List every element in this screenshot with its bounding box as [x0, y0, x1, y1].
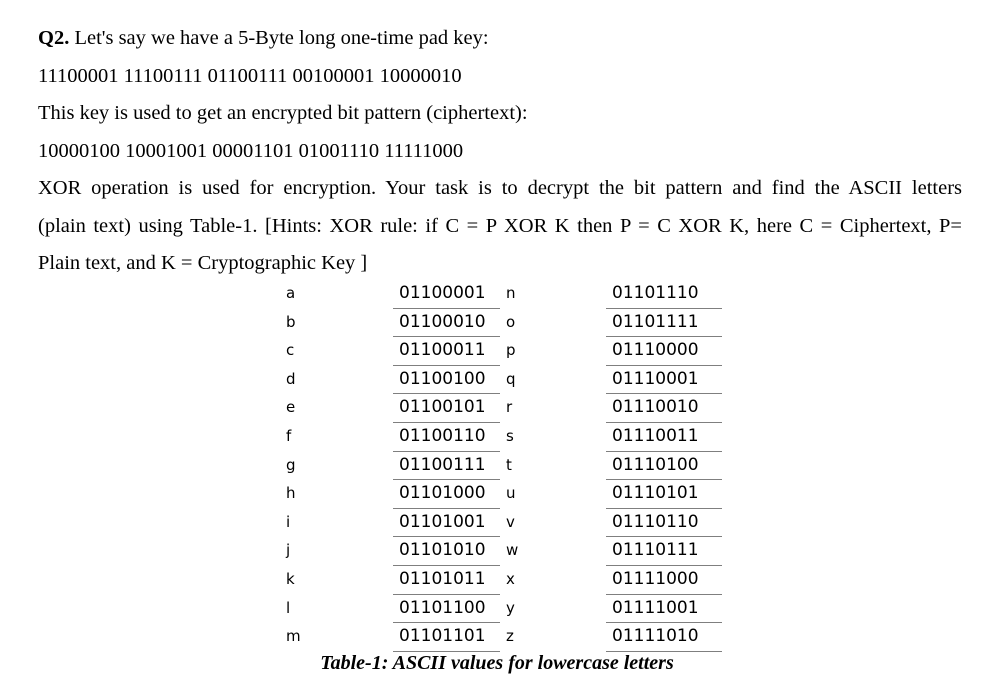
binary-cell: 01110000 [606, 337, 722, 366]
letter-cell: h [286, 484, 296, 503]
letter-cell: t [506, 455, 512, 474]
letter-cell: i [286, 512, 291, 531]
letter-cell: x [506, 569, 515, 588]
binary-cell: 01101100 [393, 594, 500, 623]
letter-cell: e [286, 398, 296, 417]
binary-cell: 01111000 [606, 565, 722, 594]
key-bits: 11100001 11100111 01100111 00100001 10000010 [38, 64, 462, 87]
letter-cell: m [286, 627, 301, 646]
binary-cell: 01111010 [606, 623, 722, 652]
letter-cell: c [286, 341, 295, 360]
table-row [274, 422, 722, 451]
binary-cell: 01101011 [393, 565, 500, 594]
cipher-bits: 10000100 10001001 00001101 01001110 11111000 [38, 139, 464, 162]
task-line-1: XOR operation is used for encryption. Your task is to decrypt the bit pattern and find the ASCII letters [38, 177, 962, 199]
question-intro: Let's say we have a 5-Byte long one-time pad key: [74, 27, 489, 49]
table-row [274, 480, 722, 509]
table-row [274, 394, 722, 423]
binary-cell: 01110110 [606, 508, 722, 537]
letter-cell: y [506, 598, 515, 617]
letter-cell: o [506, 312, 516, 331]
binary-cell: 01100111 [393, 451, 500, 480]
letter-cell: g [286, 455, 296, 474]
binary-cell: 01101000 [393, 480, 500, 509]
letter-cell: s [506, 426, 514, 445]
binary-cell: 01110011 [606, 422, 722, 451]
table-caption-text: Table-1: ASCII values for lowercase letters [320, 652, 674, 674]
binary-cell: 01100100 [393, 365, 500, 394]
letter-cell: d [286, 369, 296, 388]
binary-cell: 01100110 [393, 422, 500, 451]
binary-cell: 01101010 [393, 537, 500, 566]
question-block [38, 20, 962, 283]
table-row [274, 508, 722, 537]
table-row [274, 365, 722, 394]
binary-cell: 01111001 [606, 594, 722, 623]
table-row [274, 623, 722, 652]
table-row [274, 565, 722, 594]
binary-cell: 01110111 [606, 537, 722, 566]
table-row [274, 451, 722, 480]
letter-cell: k [286, 569, 295, 588]
letter-cell: a [286, 284, 296, 303]
binary-cell: 01101101 [393, 623, 500, 652]
binary-cell: 01100001 [393, 280, 500, 308]
table-row [274, 308, 722, 337]
letter-cell: v [506, 512, 515, 531]
binary-cell: 01110010 [606, 394, 722, 423]
task-line-3: Plain text, and K = Cryptographic Key ] [38, 252, 368, 274]
binary-cell: 01101001 [393, 508, 500, 537]
binary-cell: 01100101 [393, 394, 500, 423]
letter-cell: n [506, 284, 516, 303]
letter-cell: f [286, 426, 292, 445]
table-row [274, 537, 722, 566]
letter-cell: j [286, 541, 291, 560]
ascii-table-body [274, 280, 722, 651]
table-caption [0, 652, 994, 675]
letter-cell: z [506, 627, 514, 646]
letter-cell: p [506, 341, 516, 360]
table-row [274, 280, 722, 308]
binary-cell: 01101111 [606, 308, 722, 337]
question-number: Q2. [38, 27, 70, 49]
letter-cell: u [506, 484, 516, 503]
binary-cell: 01110100 [606, 451, 722, 480]
table-row [274, 594, 722, 623]
task-line-2: (plain text) using Table-1. [Hints: XOR rule: if C = P XOR K then P = C XOR K, here C = Ciphertext, P= [38, 214, 962, 237]
binary-cell: 01110101 [606, 480, 722, 509]
letter-cell: q [506, 369, 516, 388]
letter-cell: w [506, 541, 519, 560]
cipher-intro: This key is used to get an encrypted bit pattern (ciphertext): [38, 102, 528, 124]
binary-cell: 01100010 [393, 308, 500, 337]
ascii-table [274, 280, 722, 652]
binary-cell: 01100011 [393, 337, 500, 366]
question-intro-line [38, 20, 962, 58]
letter-cell: l [286, 598, 291, 617]
table-row [274, 337, 722, 366]
letter-cell: b [286, 312, 296, 331]
letter-cell: r [506, 398, 513, 417]
binary-cell: 01110001 [606, 365, 722, 394]
binary-cell: 01101110 [606, 280, 722, 308]
